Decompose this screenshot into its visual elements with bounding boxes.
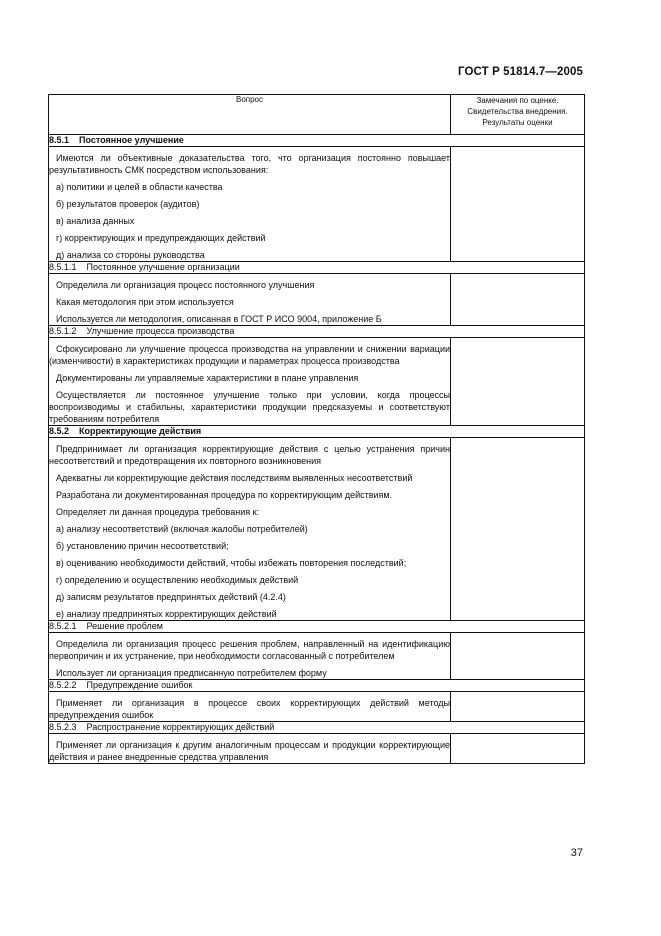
question-text: Адекватны ли корректирующие действия последствиям выявленных несоответствий [56, 473, 413, 483]
question-text: а) политики и целей в области качества [56, 182, 223, 192]
remarks-cell[interactable] [451, 633, 585, 680]
question-cell [49, 438, 451, 621]
question-text: б) результатов проверок (аудитов) [56, 199, 200, 209]
question-text: Документированы ли управляемые характеристики в плане управления [56, 373, 359, 383]
question-row [49, 734, 585, 764]
question-text: Определила ли организация процесс постоянного улучшения [56, 280, 315, 290]
section-title: Постоянное улучшение организации [86, 262, 240, 272]
question-cell [49, 274, 451, 326]
question-row [49, 147, 585, 262]
remarks-cell[interactable] [451, 734, 585, 764]
section-heading [49, 135, 585, 147]
section-heading [49, 426, 585, 438]
question-text: Предпринимает ли организация корректирующие действия с целью устранения причин несоответствий и предотвращения их повторного возникновения [49, 444, 450, 466]
document-code: ГОСТ Р 51814.7—2005 [458, 66, 583, 78]
section-number: 8.5.1.2 [49, 326, 77, 336]
question-cell [49, 338, 451, 426]
question-text: б) установлению причин несоответствий; [56, 541, 229, 551]
column-header-remarks: Замечания по оценке. Свидетельства внедрения. Результаты оценки [451, 95, 585, 135]
question-text: Определила ли организация процесс решения проблем, направленный на идентификацию первопричин и их устранение, при необходимости согласованный с потребителем [49, 639, 450, 661]
section-heading [49, 680, 585, 692]
section-row [49, 262, 585, 274]
question-row [49, 633, 585, 680]
question-text: Осуществляется ли постоянное улучшение только при условии, когда процессы воспроизводимы и стабильны, характеристики продукции предсказуемы и соответствуют требованиям потребителя [49, 390, 450, 424]
question-text: Сфокусировано ли улучшение процесса производства на управлении и снижении вариации (изменчивости) в характеристиках продукции и параметрах процесса производства [49, 344, 450, 366]
section-number: 8.5.2.1 [49, 621, 77, 631]
section-number: 8.5.2 [49, 426, 70, 436]
question-cell [49, 734, 451, 764]
section-heading [49, 326, 585, 338]
remarks-cell[interactable] [451, 692, 585, 722]
section-title: Корректирующие действия [79, 426, 202, 436]
question-row [49, 338, 585, 426]
checklist-table [48, 94, 585, 764]
question-text: е) анализу предпринятых корректирующих действий [56, 609, 277, 619]
question-row [49, 438, 585, 621]
question-text: Имеются ли объективные доказательства того, что организация постоянно повышает результативность СМК посредством использования: [49, 153, 450, 175]
section-row [49, 621, 585, 633]
question-text: Применяет ли организация к другим аналогичным процессам и продукции корректирующие действия и ранее внедренные средства управления [49, 740, 450, 762]
question-text: Применяет ли организация в процессе своих корректирующих действий методы предупреждения ошибок [49, 698, 450, 720]
section-number: 8.5.2.3 [49, 722, 77, 732]
section-number: 8.5.2.2 [49, 680, 77, 690]
question-row [49, 274, 585, 326]
question-text: д) анализа со стороны руководства [56, 250, 205, 260]
page-number: 37 [570, 847, 583, 859]
question-text: г) корректирующих и предупреждающих действий [56, 233, 266, 243]
question-text: в) оцениванию необходимости действий, чтобы избежать повторения последствий; [56, 558, 407, 568]
section-row [49, 135, 585, 147]
section-heading [49, 722, 585, 734]
question-row [49, 692, 585, 722]
section-heading [49, 262, 585, 274]
section-title: Улучшение процесса производства [86, 326, 235, 336]
section-row [49, 722, 585, 734]
section-title: Распространение корректирующих действий [86, 722, 275, 732]
question-text: а) анализу несоответствий (включая жалобы потребителей) [56, 524, 308, 534]
table-header-row [49, 95, 585, 135]
question-cell [49, 692, 451, 722]
question-text: Разработана ли документированная процедура по корректирующим действиям. [56, 490, 393, 500]
question-text: г) определению и осуществлению необходимых действий [56, 575, 299, 585]
section-row [49, 680, 585, 692]
question-text: Какая методология при этом используется [56, 297, 234, 307]
question-text: Использует ли организация предписанную потребителем форму [56, 668, 327, 678]
remarks-cell[interactable] [451, 438, 585, 621]
remarks-cell[interactable] [451, 274, 585, 326]
question-cell [49, 147, 451, 262]
section-row [49, 326, 585, 338]
column-header-question: Вопрос [49, 95, 451, 135]
question-text: Определяет ли данная процедура требования к: [56, 507, 260, 517]
section-number: 8.5.1 [49, 135, 70, 145]
section-heading [49, 621, 585, 633]
section-title: Предупреждение ошибок [86, 680, 193, 690]
question-text: д) записям результатов предпринятых действий (4.2.4) [56, 592, 286, 602]
question-cell [49, 633, 451, 680]
question-text: в) анализа данных [56, 216, 135, 226]
remarks-cell[interactable] [451, 338, 585, 426]
section-title: Решение проблем [86, 621, 163, 631]
remarks-cell[interactable] [451, 147, 585, 262]
question-text: Используется ли методология, описанная в ГОСТ Р ИСО 9004, приложение Б [56, 314, 382, 324]
section-title: Постоянное улучшение [79, 135, 184, 145]
section-row [49, 426, 585, 438]
section-number: 8.5.1.1 [49, 262, 77, 272]
